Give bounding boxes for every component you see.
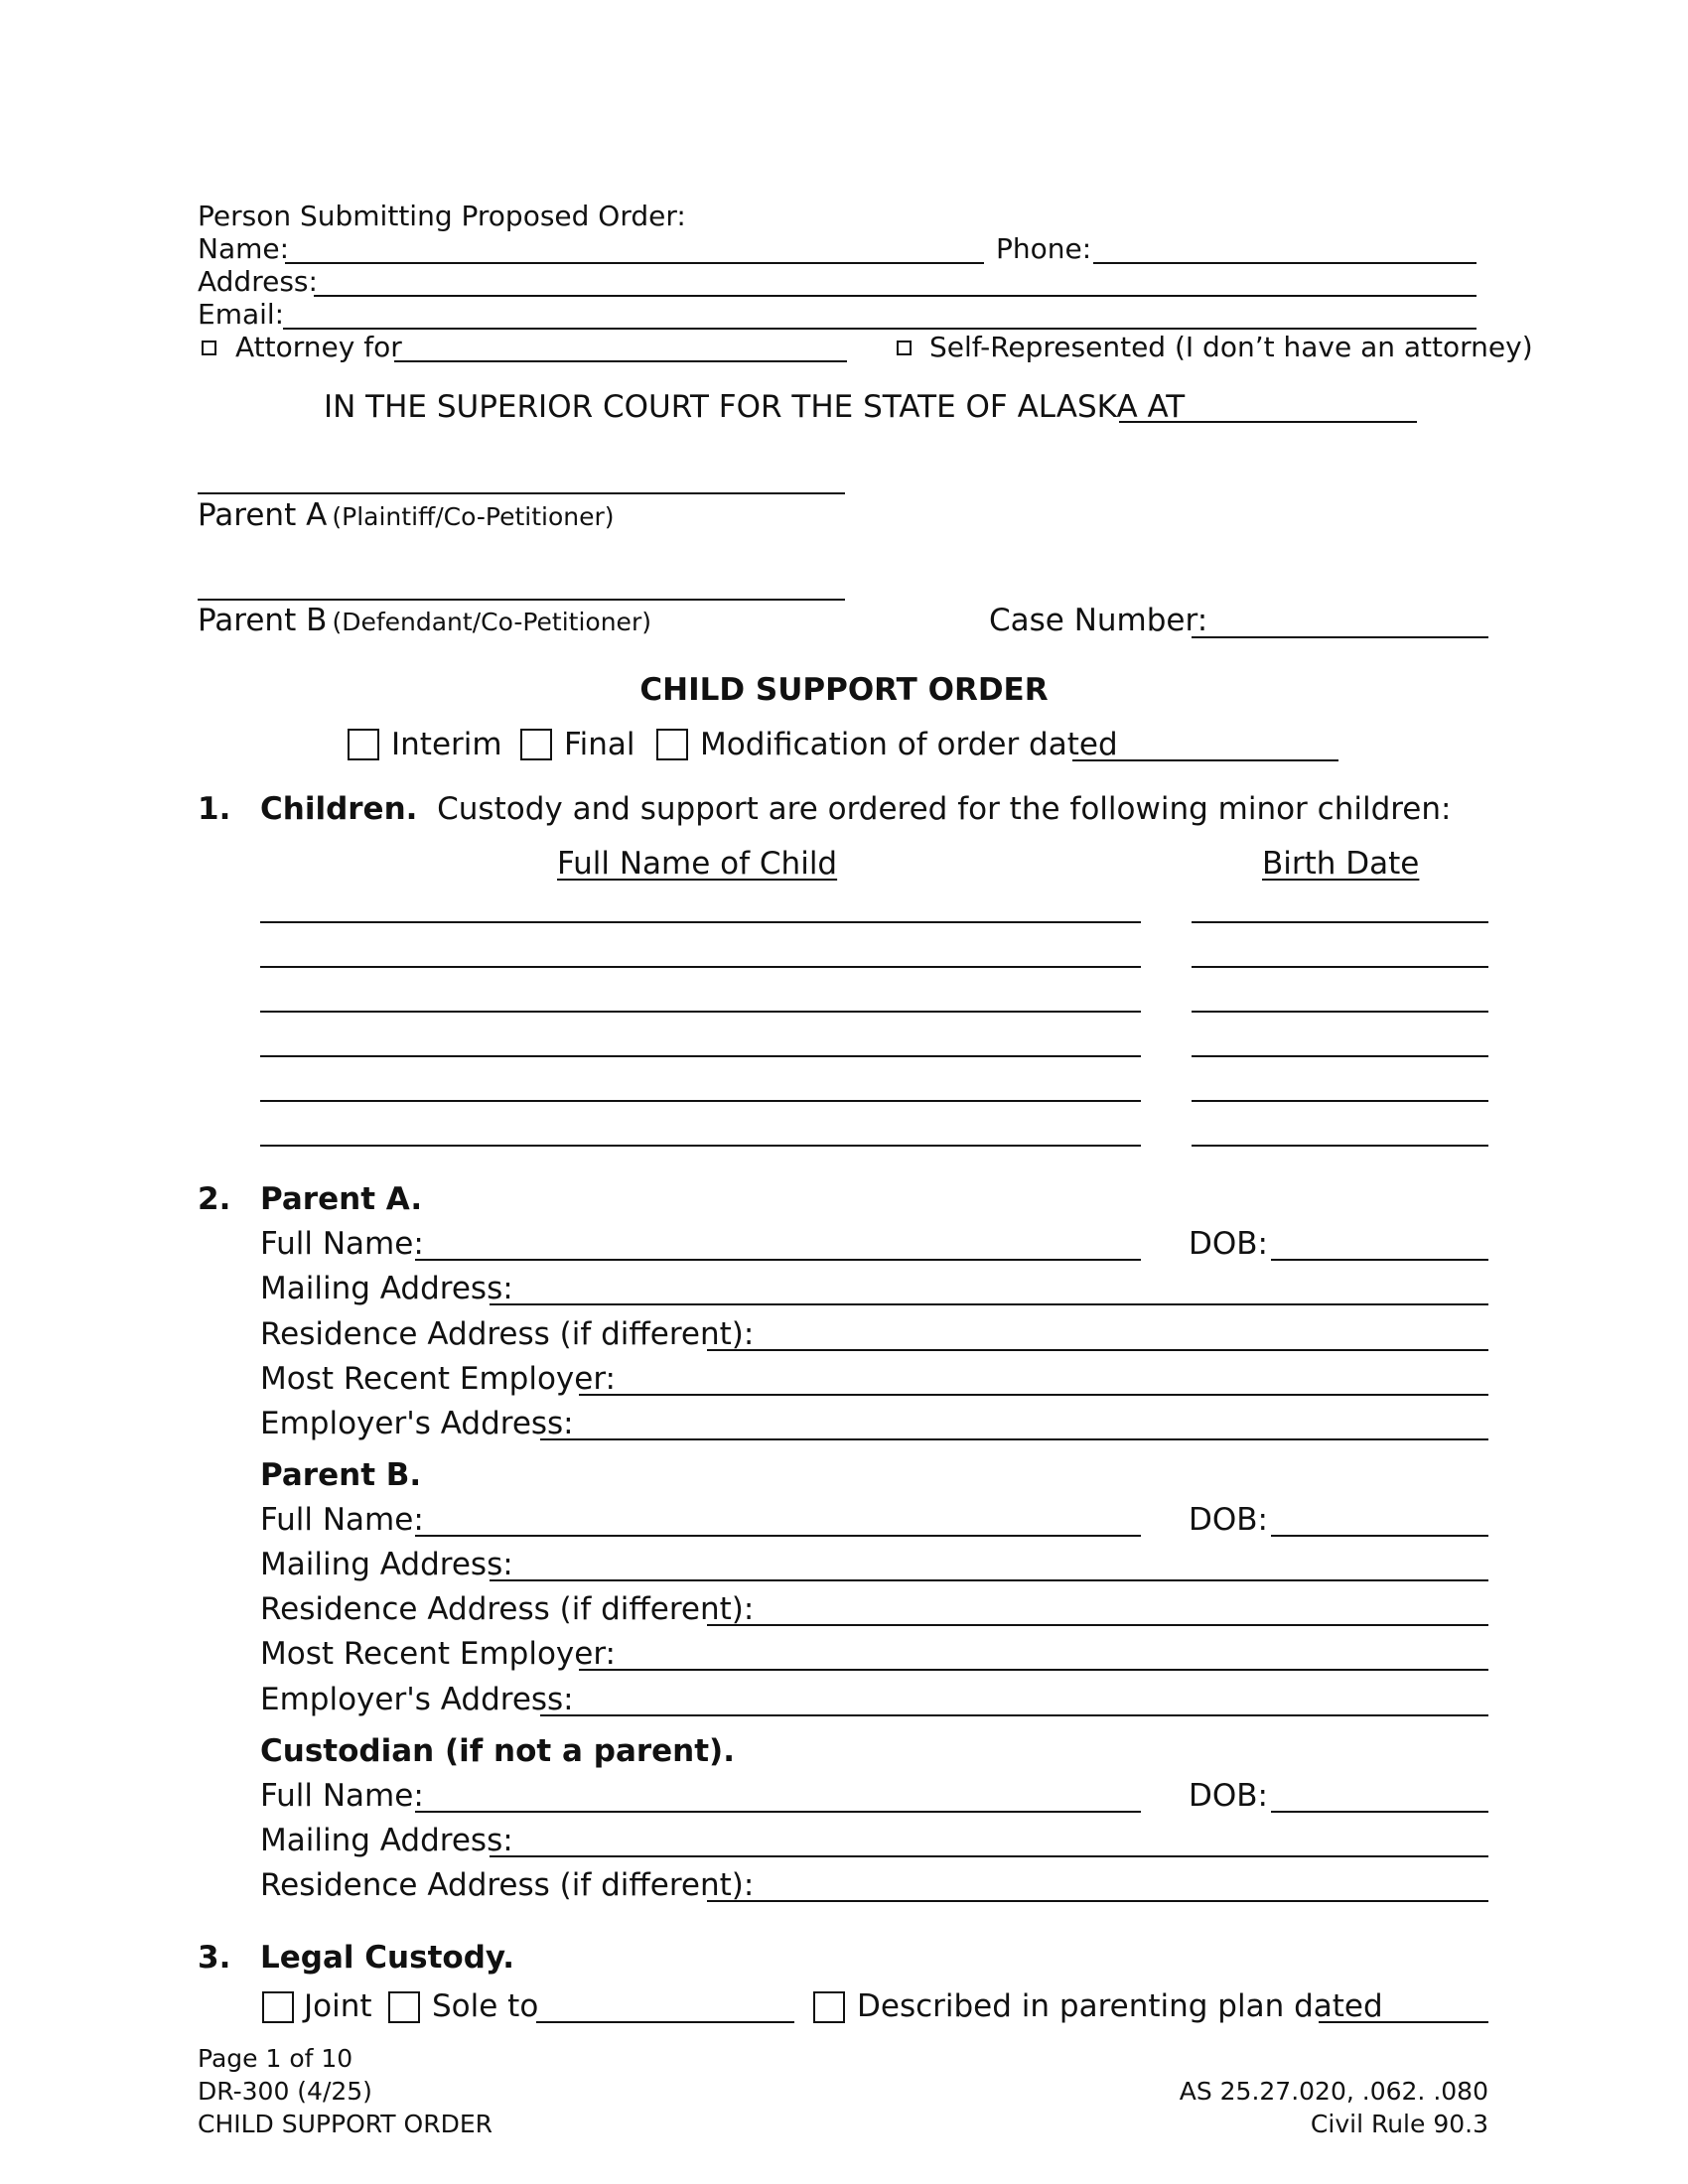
- submitter-phone-field[interactable]: [1093, 232, 1477, 264]
- email-label: Email:: [198, 298, 285, 331]
- interim-checkbox[interactable]: [348, 729, 379, 760]
- parent-a-mailing-label: Mailing Address:: [260, 1271, 513, 1306]
- parent-b-label: Parent B: [198, 603, 328, 638]
- parent-b-full-name-field[interactable]: [415, 1505, 1141, 1537]
- child-name-field-4[interactable]: [260, 1025, 1141, 1057]
- section-1-intro: [260, 790, 1451, 828]
- parent-b-caption: [198, 602, 651, 639]
- address-label: Address:: [198, 265, 318, 298]
- parent-b-employer-field[interactable]: [579, 1639, 1488, 1671]
- parent-b-residence-label: Residence Address (if different):: [260, 1591, 755, 1627]
- modification-checkbox[interactable]: [656, 729, 688, 760]
- custodian-full-name-label: Full Name:: [260, 1778, 424, 1814]
- custodian-dob-label: DOB:: [1189, 1778, 1268, 1814]
- parent-a-dob-label: DOB:: [1189, 1226, 1268, 1262]
- child-name-field-5[interactable]: [260, 1070, 1141, 1102]
- sole-custody-checkbox[interactable]: [388, 1991, 420, 2023]
- case-number-field[interactable]: [1192, 607, 1488, 638]
- parenting-plan-checkbox[interactable]: [813, 1991, 845, 2023]
- footer-statute: AS 25.27.020, .062. .080: [1179, 2077, 1488, 2106]
- child-name-field-6[interactable]: [260, 1115, 1141, 1147]
- court-title: IN THE SUPERIOR COURT FOR THE STATE OF ALASKA AT: [324, 389, 1186, 425]
- person-submitting-label: Person Submitting Proposed Order:: [198, 200, 686, 232]
- modification-label: Modification of order dated: [700, 727, 1118, 762]
- parent-a-heading: Parent A.: [260, 1181, 423, 1217]
- child-birth-field-2[interactable]: [1192, 936, 1488, 968]
- sole-custody-to-field[interactable]: [536, 1991, 794, 2023]
- parent-a-full-name-label: Full Name:: [260, 1226, 424, 1262]
- parent-b-employer-label: Most Recent Employer:: [260, 1636, 616, 1672]
- custodian-mailing-label: Mailing Address:: [260, 1823, 513, 1858]
- final-checkbox[interactable]: [520, 729, 552, 760]
- submitter-address-field[interactable]: [314, 265, 1477, 297]
- parent-b-residence-field[interactable]: [707, 1594, 1488, 1626]
- parent-a-role: (Plaintiff/Co-Petitioner): [332, 502, 615, 531]
- self-represented-label: Self-Represented (I don’t have an attorney): [929, 331, 1533, 363]
- child-name-field-3[interactable]: [260, 981, 1141, 1013]
- parent-b-name-field[interactable]: [198, 569, 845, 601]
- parent-a-employer-address-field[interactable]: [540, 1409, 1488, 1440]
- custodian-residence-label: Residence Address (if different):: [260, 1867, 755, 1903]
- child-birth-field-3[interactable]: [1192, 981, 1488, 1013]
- child-birth-field-6[interactable]: [1192, 1115, 1488, 1147]
- submitter-name-field[interactable]: [285, 232, 984, 264]
- parent-a-caption: [198, 496, 615, 534]
- parent-a-name-field[interactable]: [198, 463, 845, 494]
- custodian-heading: Custodian (if not a parent).: [260, 1733, 736, 1769]
- footer-form-number: DR-300 (4/25): [198, 2077, 372, 2106]
- parent-a-employer-label: Most Recent Employer:: [260, 1361, 616, 1397]
- col-birth-date-header: Birth Date: [1262, 846, 1420, 882]
- parent-a-residence-label: Residence Address (if different):: [260, 1316, 755, 1352]
- parent-a-residence-field[interactable]: [707, 1319, 1488, 1351]
- footer-form-title: CHILD SUPPORT ORDER: [198, 2110, 492, 2138]
- custodian-mailing-field[interactable]: [490, 1826, 1488, 1857]
- col-child-name-header: Full Name of Child: [557, 846, 838, 882]
- sole-custody-label: Sole to: [432, 1988, 539, 2024]
- custodian-dob-field[interactable]: [1271, 1781, 1488, 1813]
- order-title: CHILD SUPPORT ORDER: [639, 672, 1049, 708]
- submitter-email-field[interactable]: [283, 298, 1477, 330]
- parent-a-label: Parent A: [198, 497, 328, 533]
- parent-b-heading: Parent B.: [260, 1457, 422, 1493]
- modification-date-field[interactable]: [1072, 730, 1338, 761]
- footer-page-number: Page 1 of 10: [198, 2044, 353, 2073]
- parent-b-employer-address-field[interactable]: [540, 1685, 1488, 1716]
- section-1-number: 1.: [198, 791, 231, 827]
- attorney-checkbox[interactable]: [202, 341, 216, 355]
- case-number-label: Case Number:: [989, 603, 1208, 638]
- legal-custody-heading: Legal Custody.: [260, 1940, 515, 1976]
- parent-a-employer-address-label: Employer's Address:: [260, 1406, 574, 1441]
- interim-label: Interim: [391, 727, 502, 762]
- custodian-residence-field[interactable]: [707, 1870, 1488, 1902]
- child-birth-field-4[interactable]: [1192, 1025, 1488, 1057]
- child-birth-field-5[interactable]: [1192, 1070, 1488, 1102]
- attorney-for-label: Attorney for: [235, 331, 402, 363]
- section-1-text: Custody and support are ordered for the following minor children:: [437, 791, 1452, 827]
- parenting-plan-date-field[interactable]: [1319, 1991, 1488, 2023]
- parent-b-dob-label: DOB:: [1189, 1502, 1268, 1538]
- custodian-full-name-field[interactable]: [415, 1781, 1141, 1813]
- parent-b-role: (Defendant/Co-Petitioner): [332, 608, 651, 636]
- parent-a-mailing-field[interactable]: [490, 1274, 1488, 1305]
- parent-b-employer-address-label: Employer's Address:: [260, 1682, 574, 1717]
- joint-custody-label: Joint: [304, 1988, 372, 2024]
- parent-a-employer-field[interactable]: [579, 1364, 1488, 1396]
- parenting-plan-label: Described in parenting plan dated: [857, 1988, 1383, 2024]
- parent-b-mailing-label: Mailing Address:: [260, 1547, 513, 1582]
- parent-b-dob-field[interactable]: [1271, 1505, 1488, 1537]
- phone-label: Phone:: [996, 232, 1092, 265]
- final-label: Final: [564, 727, 635, 762]
- footer-civil-rule: Civil Rule 90.3: [1310, 2110, 1488, 2138]
- parent-b-mailing-field[interactable]: [490, 1550, 1488, 1581]
- court-location-field[interactable]: [1119, 391, 1417, 423]
- child-birth-field-1[interactable]: [1192, 891, 1488, 923]
- parent-a-full-name-field[interactable]: [415, 1229, 1141, 1261]
- joint-custody-checkbox[interactable]: [262, 1991, 294, 2023]
- parent-a-dob-field[interactable]: [1271, 1229, 1488, 1261]
- attorney-for-field[interactable]: [394, 331, 847, 362]
- parent-b-full-name-label: Full Name:: [260, 1502, 424, 1538]
- section-3-number: 3.: [198, 1940, 231, 1976]
- name-label: Name:: [198, 232, 290, 265]
- self-represented-checkbox[interactable]: [897, 341, 912, 355]
- section-2-number: 2.: [198, 1181, 231, 1217]
- section-1-heading: Children.: [260, 791, 418, 827]
- child-name-field-2[interactable]: [260, 936, 1141, 968]
- child-name-field-1[interactable]: [260, 891, 1141, 923]
